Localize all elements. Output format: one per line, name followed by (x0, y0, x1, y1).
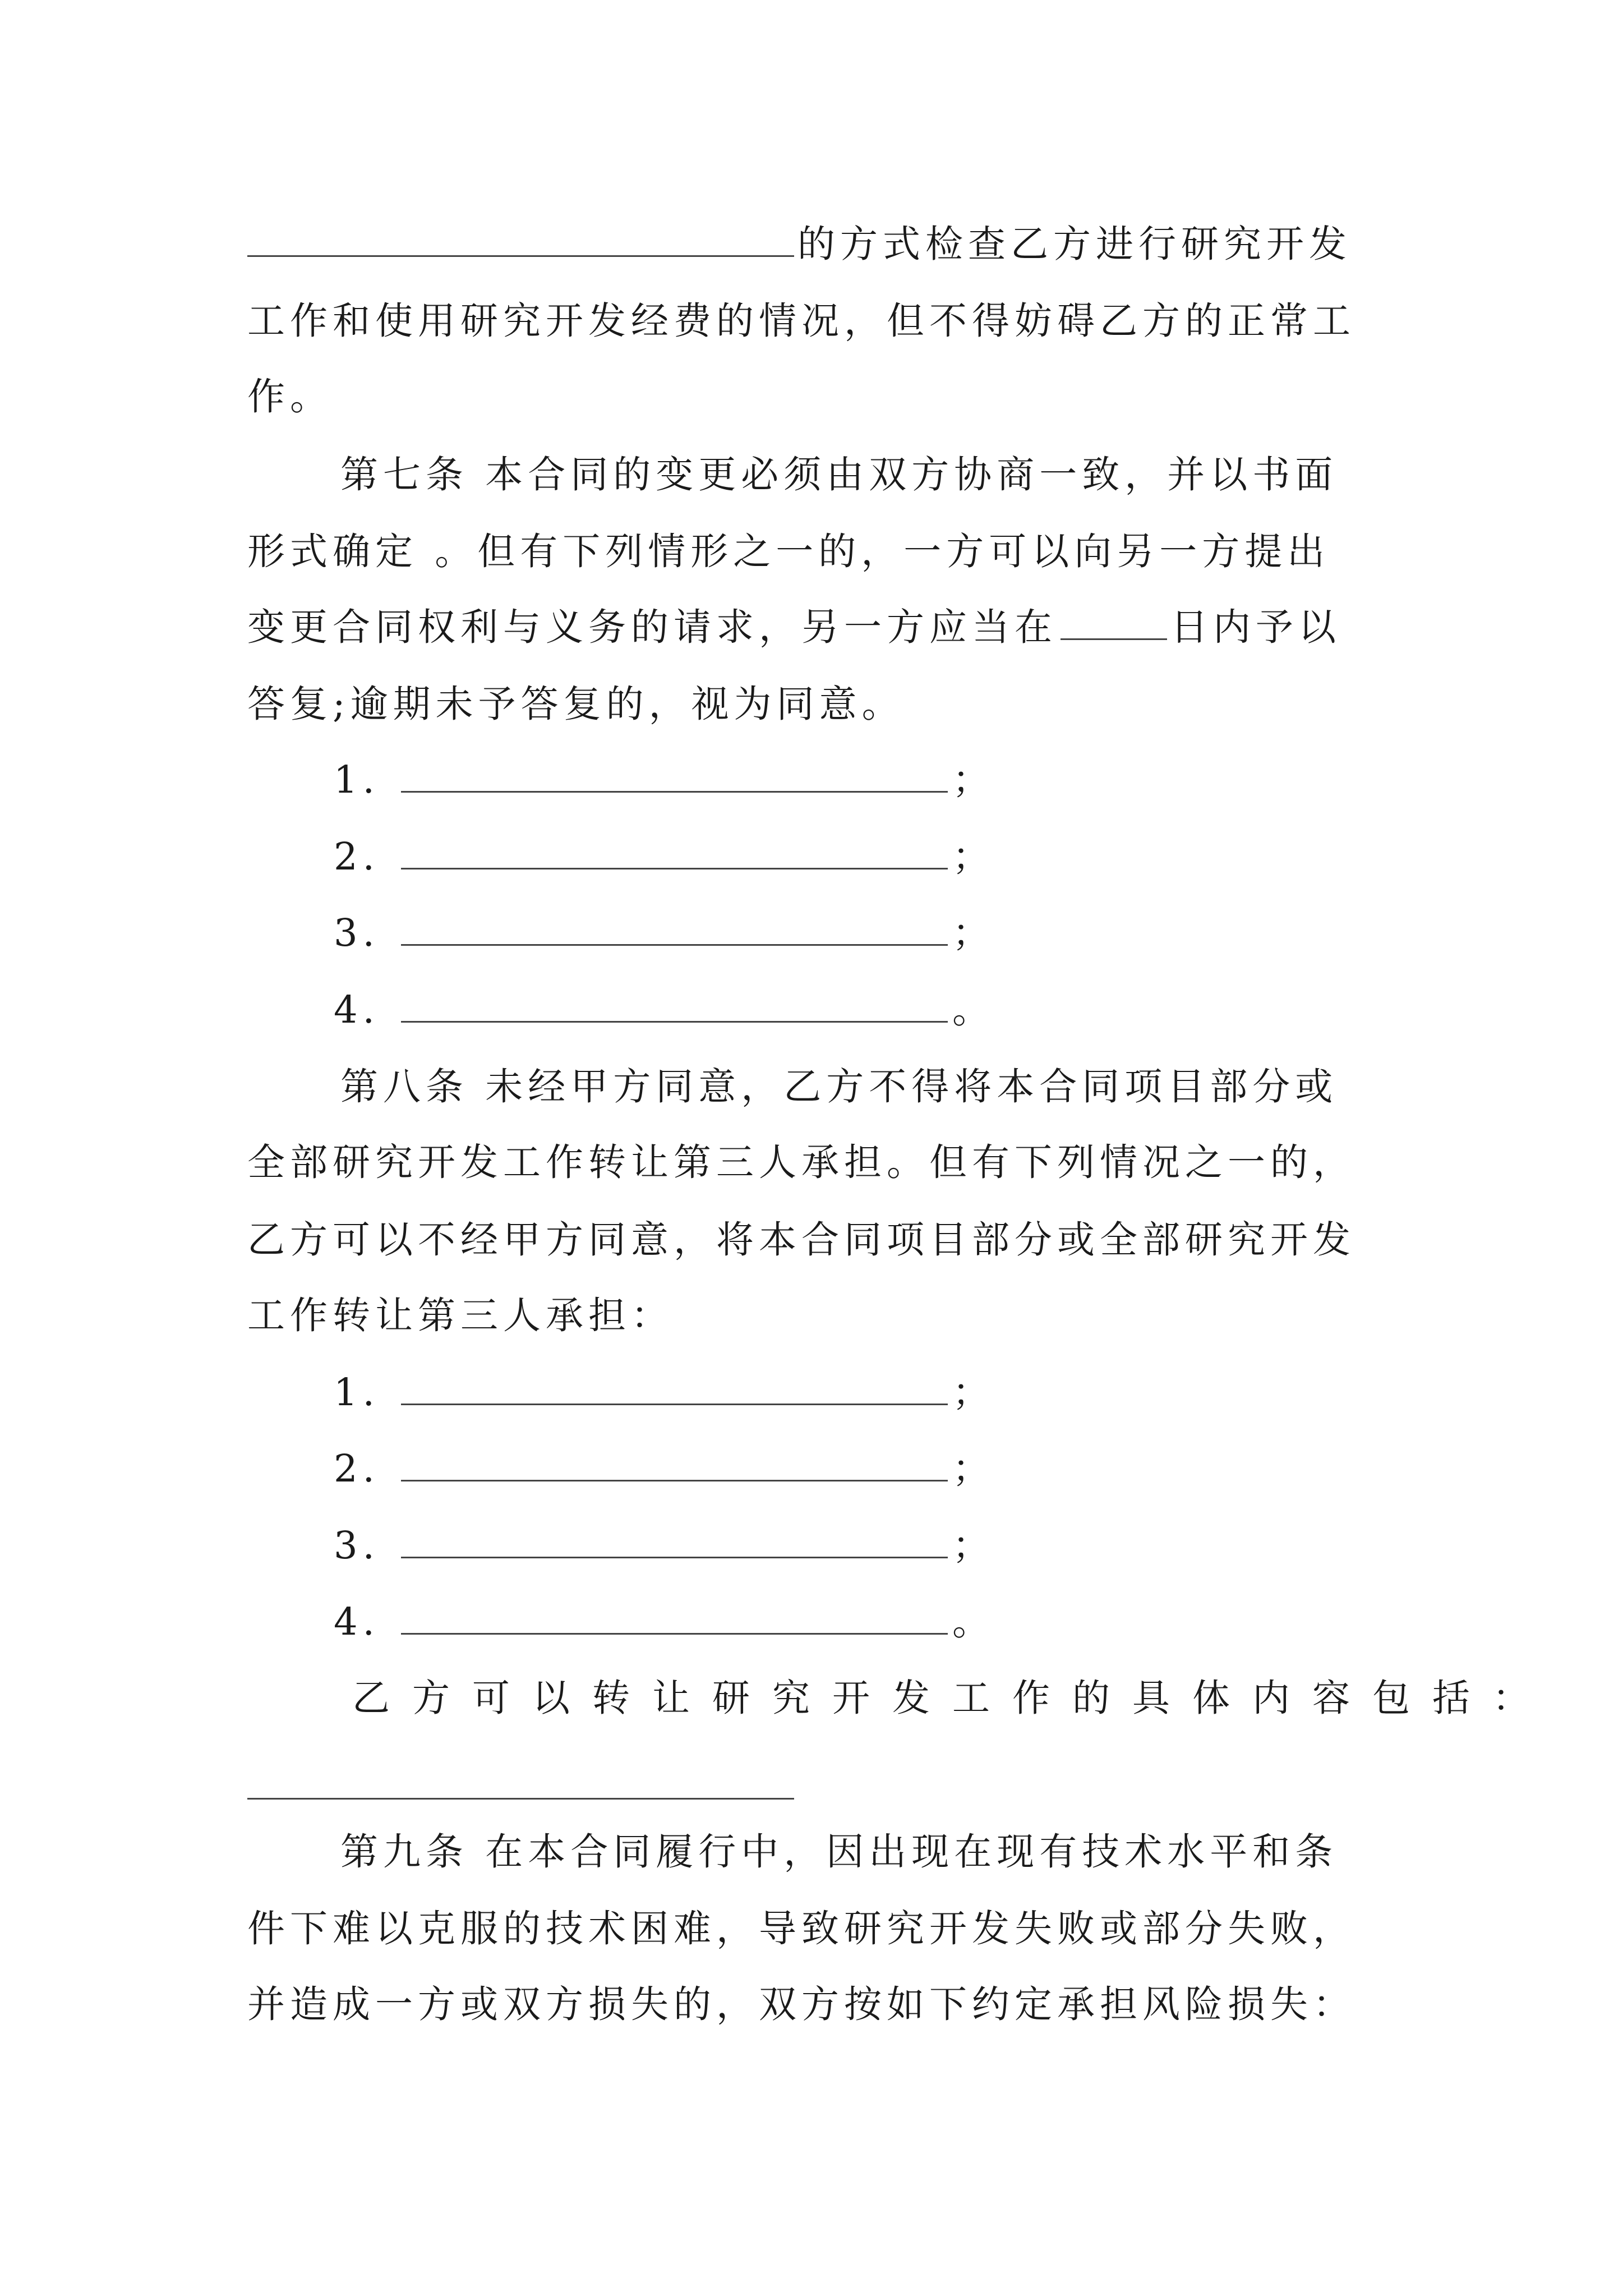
paragraph-line (247, 1212, 1386, 1268)
fill-in-blank (401, 829, 948, 869)
list-number: 4. (334, 988, 380, 1032)
list-number: 3. (334, 1524, 380, 1567)
fill-in-blank (401, 1441, 948, 1481)
line-text: 变更合同权利与义务的请求，另一方应当在 (247, 605, 1057, 649)
line-text: 日内予以 (1170, 605, 1341, 649)
list-end-mark: ； (952, 1370, 995, 1414)
paragraph-line (247, 369, 1386, 425)
fill-in-blank (401, 905, 948, 946)
list-number: 4. (334, 1600, 380, 1644)
list-item (334, 1594, 1472, 1650)
list-number: 2. (334, 1447, 380, 1490)
article-7-heading-line (340, 447, 1479, 503)
line-text: 形式确定 。但有下列情形之一的，一方可以向另一方提出 (247, 530, 1330, 573)
line-text: 第七条 本合同的变更必须由双方协商一致，并以书面 (340, 453, 1338, 496)
fill-in-blank (401, 752, 948, 793)
list-item (334, 1364, 1472, 1420)
list-end-mark: ； (952, 1447, 995, 1490)
line-text: 并造成一方或双方损失的，双方按如下约定承担风险损失： (247, 1982, 1355, 2026)
transfer-content-line (352, 1670, 1552, 1726)
line-text: 全部研究开发工作转让第三人承担。但有下列情况之一的， (247, 1140, 1355, 1184)
paragraph-line (247, 293, 1386, 349)
line-text: 工作和使用研究开发经费的情况，但不得妨碍乙方的正常工 (247, 299, 1355, 343)
list-item (334, 1517, 1472, 1573)
list-item (334, 1441, 1472, 1497)
fill-in-blank (401, 1594, 948, 1635)
list-end-mark: 。 (952, 1600, 995, 1644)
paragraph-line (247, 1287, 1386, 1343)
line-text: 答复;逾期未予答复的，视为同意。 (247, 682, 905, 726)
paragraph-line (247, 216, 1386, 272)
list-item (334, 905, 1472, 961)
list-item (334, 752, 1472, 808)
line-text: 作。 (247, 375, 333, 418)
line-text: 件下难以克服的技术困难，导致研究开发失败或部分失败， (247, 1907, 1355, 1950)
list-end-mark: ； (952, 1524, 995, 1567)
paragraph-line (247, 1976, 1386, 2032)
line-text: 乙方可以转让研究开发工作的具体内容包括： (352, 1676, 1552, 1720)
paragraph-line (247, 1901, 1386, 1957)
line-text: 的方式检查乙方进行研究开发 (797, 222, 1352, 266)
article-9-heading-line (340, 1824, 1479, 1880)
fill-in-blank (401, 1517, 948, 1558)
list-end-mark: ； (952, 835, 995, 878)
paragraph-line (247, 676, 1386, 732)
paragraph-line (247, 523, 1386, 579)
fill-in-blank (1061, 599, 1167, 640)
list-number: 2. (334, 835, 380, 878)
fill-in-blank (401, 1364, 948, 1405)
list-number: 3. (334, 911, 380, 955)
list-number: 1. (334, 758, 380, 802)
list-end-mark: ； (952, 911, 995, 955)
line-text: 工作转让第三人承担： (247, 1294, 674, 1337)
list-item (334, 829, 1472, 885)
paragraph-line (247, 599, 1386, 655)
line-text: 第九条 在本合同履行中，因出现在现有技术水平和条 (340, 1830, 1338, 1874)
line-text: 乙方可以不经甲方同意，将本合同项目部分或全部研究开发 (247, 1218, 1355, 1262)
list-end-mark: 。 (952, 988, 995, 1032)
list-number: 1. (334, 1370, 380, 1414)
article-8-heading-line (340, 1059, 1479, 1115)
list-item (334, 982, 1472, 1038)
fill-in-blank (401, 982, 948, 1023)
paragraph-line (247, 1134, 1386, 1190)
fill-in-blank (247, 216, 794, 257)
list-end-mark: ； (952, 758, 995, 802)
line-text: 第八条 未经甲方同意，乙方不得将本合同项目部分或 (340, 1065, 1338, 1108)
fill-in-blank (247, 1798, 794, 1800)
